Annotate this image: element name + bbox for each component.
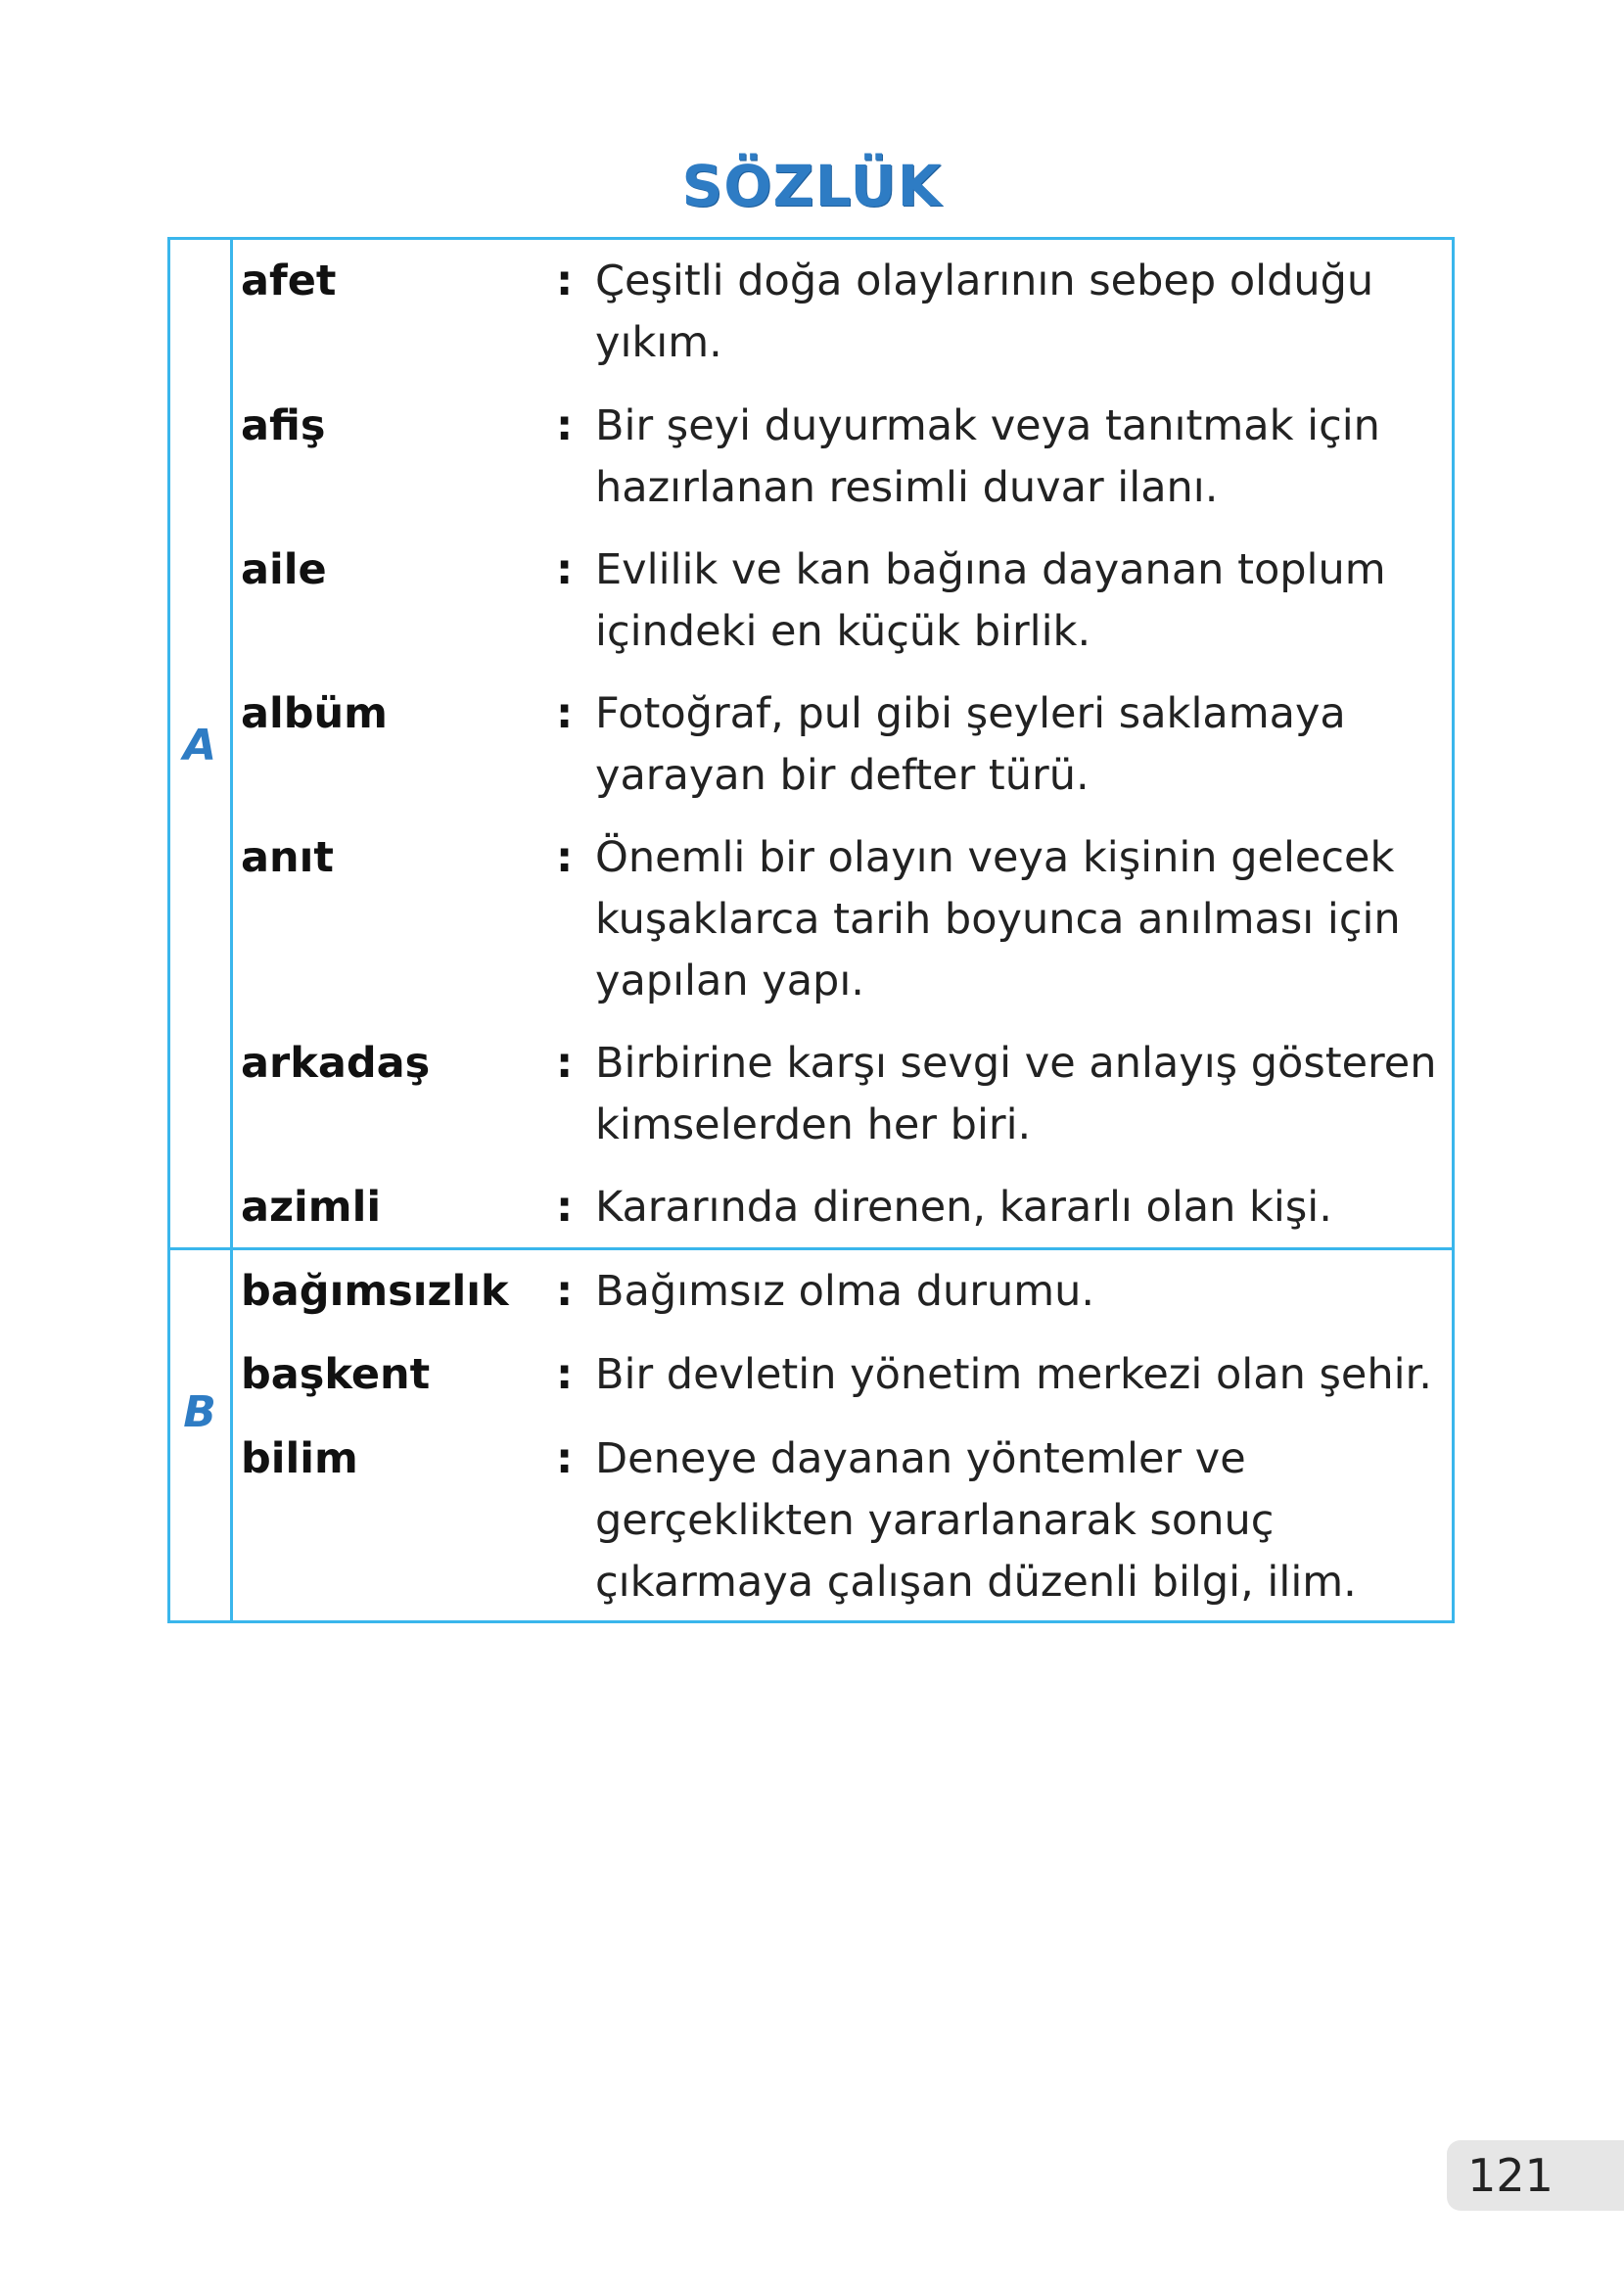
entry-term: arkadaş: [241, 1039, 431, 1088]
entry-definition: Önemli bir olayın veya kişinin gelecek kuşaklarca tarih boyunca anılması için yapılan yapı.: [595, 833, 1401, 1005]
entry-term: afet: [241, 257, 337, 305]
section-letter-a: A: [182, 721, 217, 771]
entry-term: albüm: [241, 689, 388, 738]
entry-colon: :: [556, 257, 574, 305]
entry-colon: :: [556, 689, 574, 738]
entry-definition: Deneye dayanan yöntemler ve gerçeklikten yararlanarak sonuç çıkarmaya çalışan düzenli bilgi, ilim.: [595, 1434, 1357, 1607]
entry-term: anıt: [241, 833, 334, 882]
entry-term: bilim: [241, 1434, 358, 1483]
entry-term: aile: [241, 545, 327, 594]
entry-colon: :: [556, 1267, 574, 1316]
entry-definition: Bağımsız olma durumu.: [595, 1267, 1095, 1316]
entry-definition: Birbirine karşı sevgi ve anlayış gösteren kimselerden her biri.: [595, 1039, 1437, 1149]
section-letter-b: B: [183, 1387, 216, 1437]
entry-colon: :: [556, 401, 574, 450]
entry-definition: Çeşitli doğa olaylarının sebep olduğu yıkım.: [595, 257, 1374, 367]
entry-definition: Evlilik ve kan bağına dayanan toplum içindeki en küçük birlik.: [595, 545, 1386, 656]
entry-colon: :: [556, 1039, 574, 1088]
entry-term: başkent: [241, 1350, 431, 1399]
entry-definition: Kararında direnen, kararlı olan kişi.: [595, 1183, 1332, 1232]
entry-term: azimli: [241, 1183, 382, 1232]
page-number: 121: [1467, 2149, 1554, 2202]
entry-colon: :: [556, 833, 574, 882]
page-title: SÖZLÜK: [681, 153, 943, 219]
entry-term: bağımsızlık: [241, 1267, 509, 1316]
entry-colon: :: [556, 1434, 574, 1483]
entry-definition: Bir şeyi duyurmak veya tanıtmak için hazırlanan resimli duvar ilanı.: [595, 401, 1380, 512]
entry-colon: :: [556, 1183, 574, 1232]
section-divider: [167, 1247, 1455, 1250]
entry-term: afiş: [241, 401, 326, 450]
entry-colon: :: [556, 1350, 574, 1399]
entry-definition: Fotoğraf, pul gibi şeyleri saklamaya yarayan bir defter türü.: [595, 689, 1346, 800]
entry-colon: :: [556, 545, 574, 594]
entry-definition: Bir devletin yönetim merkezi olan şehir.: [595, 1350, 1432, 1399]
